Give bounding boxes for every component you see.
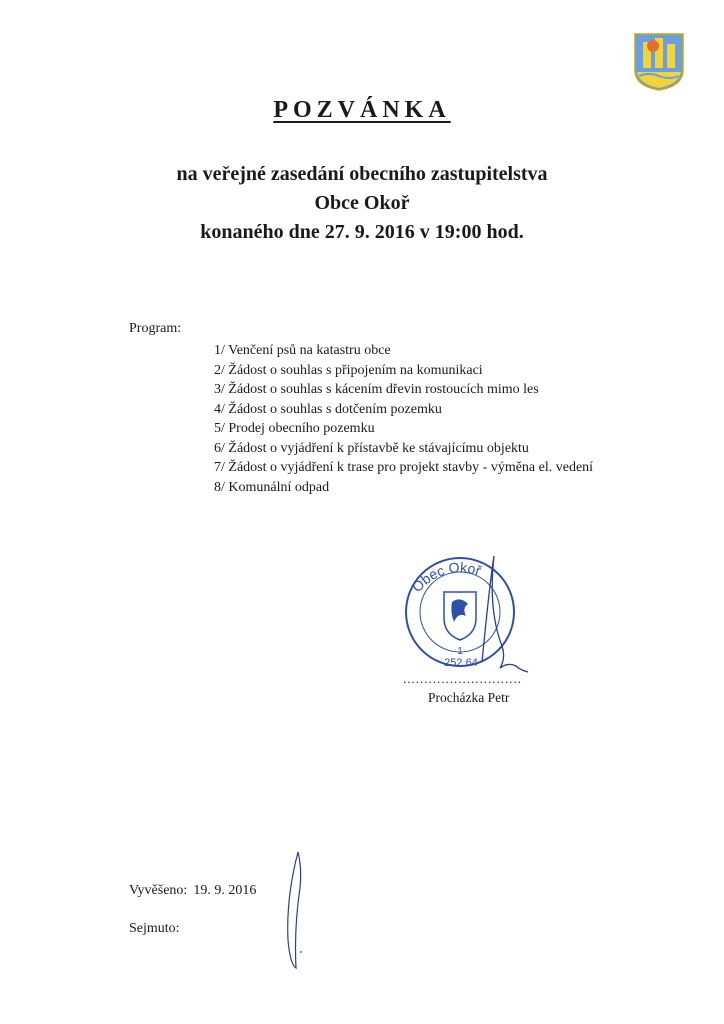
- posted-row: [129, 883, 256, 899]
- signature-line: ............................: [403, 671, 522, 686]
- svg-text:Obec Okoř: [409, 559, 484, 595]
- pen-stroke-icon: [278, 848, 318, 973]
- stamp-zip: 252 64: [444, 657, 478, 669]
- program-item: 1/ Venčení psů na katastru obce: [214, 343, 391, 358]
- program-item: 6/ Žádost o vyjádření k přístavbě ke stávajícímu objektu: [214, 440, 529, 456]
- municipal-crest-icon: [633, 32, 685, 92]
- posted-label: Vyvěšeno:: [129, 883, 188, 898]
- official-stamp-icon: [398, 550, 533, 690]
- subtitle-line: konaného dne 27. 9. 2016 v 19:00 hod.: [200, 221, 524, 243]
- program-item: 4/ Žádost o souhlas s dotčením pozemku: [214, 401, 442, 417]
- document-subtitle: [0, 160, 724, 247]
- program-item: 5/ Prodej obecního pozemku: [214, 421, 375, 436]
- signer-name: Procházka Petr: [428, 690, 510, 705]
- subtitle-line: Obce Okoř: [314, 192, 410, 214]
- removed-label: Sejmuto:: [129, 921, 180, 936]
- stamp-number: 1: [457, 646, 463, 657]
- signature-stroke: [482, 556, 528, 672]
- program-item: 2/ Žádost o souhlas s připojením na komunikaci: [214, 362, 483, 378]
- program-item: 3/ Žádost o souhlas s kácením dřevin rostoucích mimo les: [214, 382, 539, 397]
- program-label: Program:: [129, 321, 182, 336]
- program-list: [214, 341, 593, 497]
- document-title: POZVÁNKA: [273, 97, 451, 123]
- program-item: 7/ Žádost o vyjádření k trase pro projekt stavby - výměna el. vedení: [214, 460, 594, 475]
- posted-date: 19. 9. 2016: [193, 883, 257, 898]
- program-item: 8/ Komunální odpad: [214, 479, 330, 495]
- stamp-text: Obec Okoř: [408, 559, 484, 596]
- subtitle-line: na veřejné zasedání obecního zastupitelstva: [176, 163, 548, 185]
